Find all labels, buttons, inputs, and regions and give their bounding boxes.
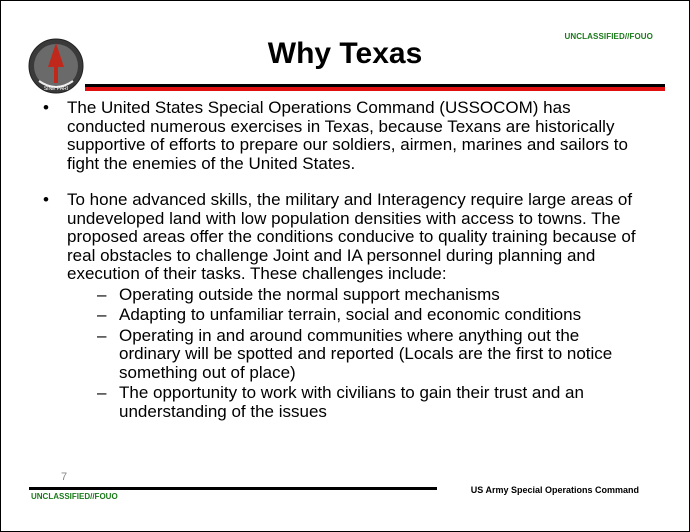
bullet-dot: • xyxy=(43,98,49,117)
sub-bullet-item: – Adapting to unfamiliar terrain, social and economic conditions xyxy=(97,306,643,325)
bullet-text: To hone advanced skills, the military and Interagency require large areas of undeveloped land with low population densities with access to towns. The proposed areas offer the conditions conducive to quality training because of real obstacles to challenge Joint and IA personnel during planning and execution of their tasks. These challenges include: xyxy=(67,190,636,283)
sub-bullet-text: Adapting to unfamiliar terrain, social and economic conditions xyxy=(119,305,582,324)
bullet-dot: • xyxy=(43,190,49,209)
sub-bullet-list xyxy=(97,286,643,422)
page-number: 7 xyxy=(61,471,68,483)
sub-bullet-text: Operating in and around communities where anything out the ordinary will be spotted and reported (Locals are the first to notice something out of place) xyxy=(119,325,613,382)
classification-top: UNCLASSIFIED//FOUO xyxy=(564,32,653,41)
sub-bullet-item: – Operating in and around communities where anything out the ordinary will be spotted and reported (Locals are the first to notice something out of place) xyxy=(97,327,643,383)
bullet-item xyxy=(43,191,643,423)
sub-bullet-item: – The opportunity to work with civilians to gain their trust and an understanding of the issues xyxy=(97,384,643,421)
slide-title: Why Texas xyxy=(267,37,423,70)
bullet-item xyxy=(43,99,643,173)
sub-bullet-text: Operating outside the normal support mechanisms xyxy=(119,284,500,304)
bullet-text: The United States Special Operations Command (USSOCOM) has conducted numerous exercises in Texas, because Texans are historically supportive of efforts to prepare our soldiers, airmen, marines and sailors to fight the enemies of the United States. xyxy=(67,98,628,173)
title-rule xyxy=(85,84,665,91)
classification-bottom: UNCLASSIFIED//FOUO xyxy=(31,492,118,501)
sub-bullet-text: The opportunity to work with civilians to gain their trust and an understanding of the issues xyxy=(119,383,584,421)
slide-content xyxy=(43,99,643,423)
organization-name: US Army Special Operations Command xyxy=(470,485,639,495)
footer-rule xyxy=(29,487,437,490)
logo-text: SINE PARI xyxy=(43,86,69,92)
sub-bullet-item: – Operating outside the normal support mechanisms xyxy=(97,286,643,305)
